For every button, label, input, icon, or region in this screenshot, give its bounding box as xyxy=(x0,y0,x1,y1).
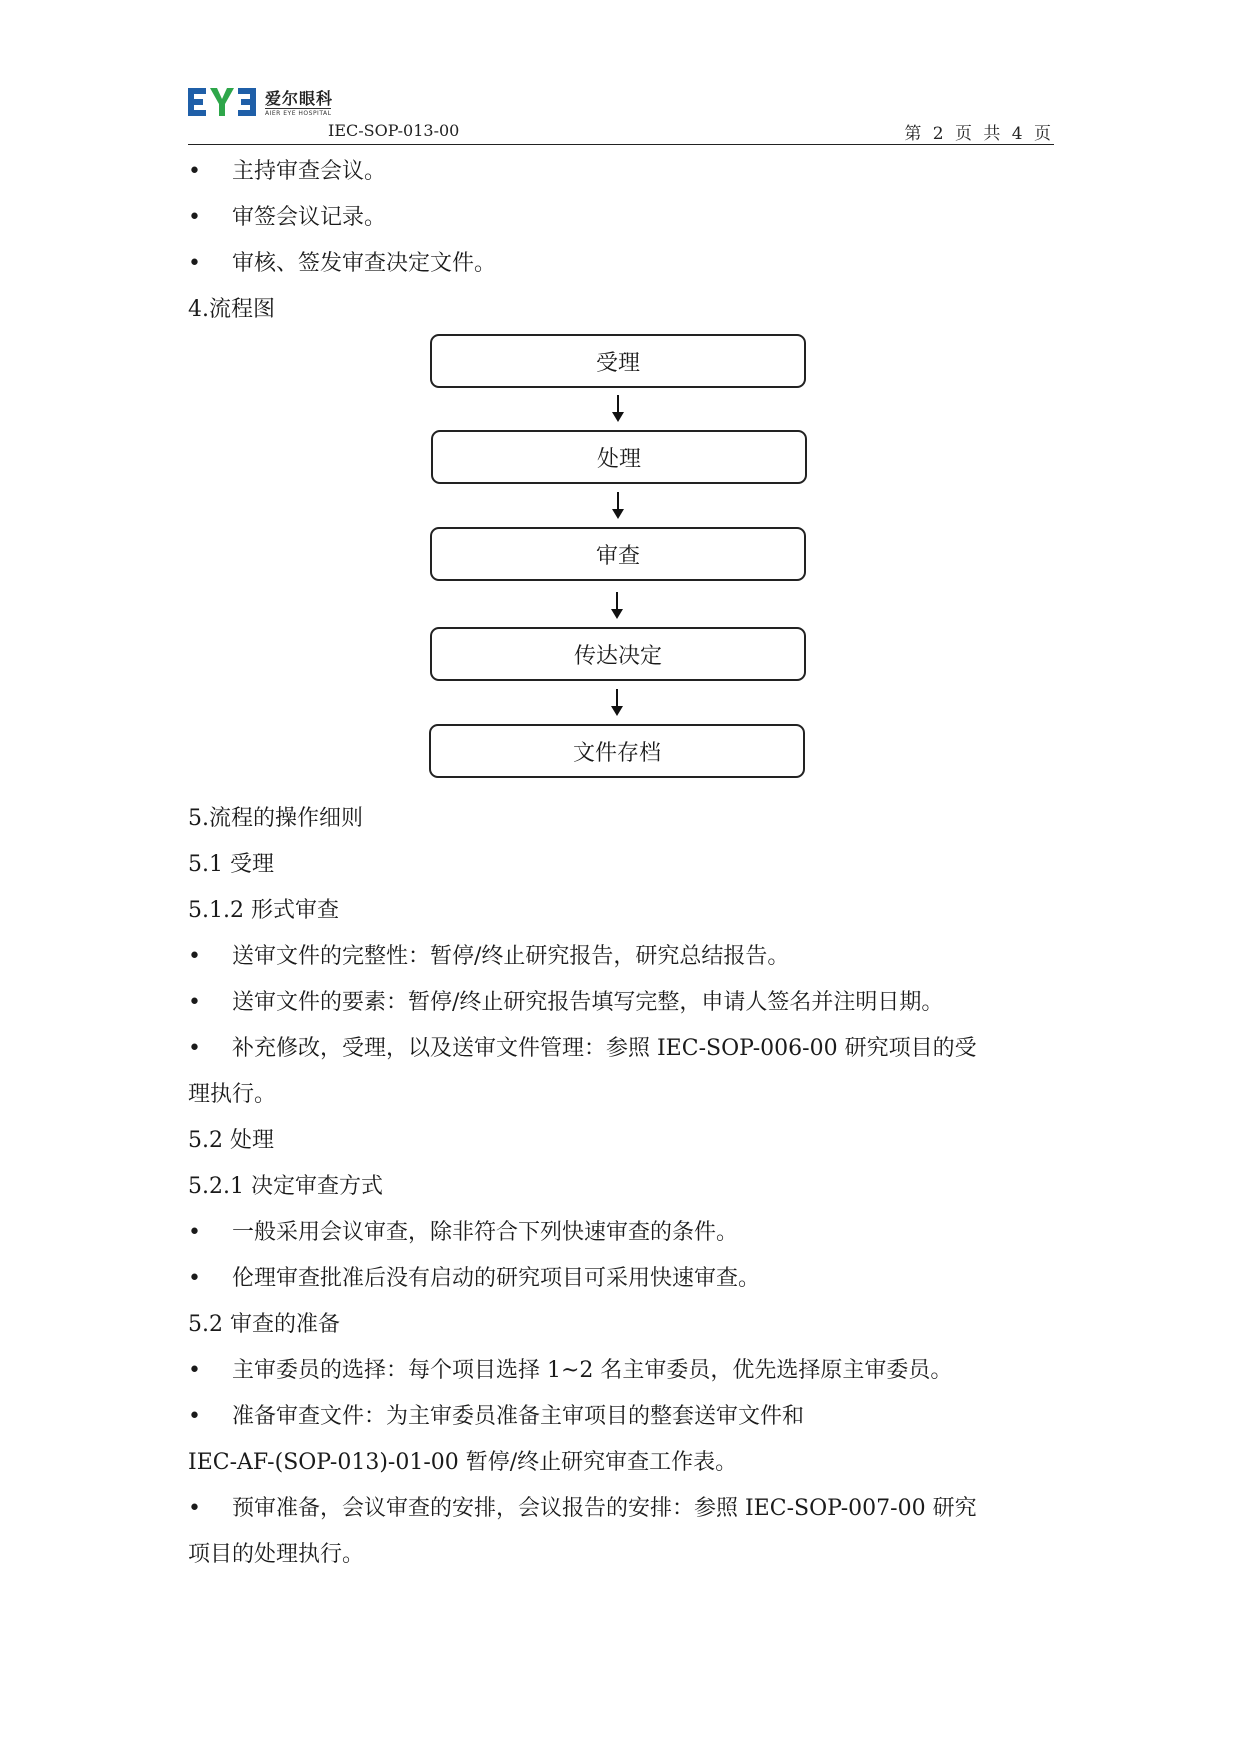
bullet-item xyxy=(188,1356,952,1386)
bullet-item xyxy=(188,157,386,187)
bullet-dot: • xyxy=(188,990,201,1015)
arrow-down-icon xyxy=(609,592,625,620)
section-heading: 5.流程的操作细则 xyxy=(188,806,363,831)
logo-chinese-text: 爱尔眼科 xyxy=(265,89,334,108)
flow-step-review: 审查 xyxy=(430,527,806,581)
bullet-item xyxy=(188,203,386,233)
section-heading: 5.2 处理 xyxy=(188,1128,274,1153)
bullet-dot: • xyxy=(188,1266,201,1291)
bullet-item xyxy=(188,1034,977,1064)
bullet-item xyxy=(188,988,943,1018)
bullet-dot: • xyxy=(188,251,201,276)
section-heading: 5.2.1 决定审查方式 xyxy=(188,1174,383,1199)
bullet-text: 补充修改，受理，以及送审文件管理：参照 IEC-SOP-006-00 研究项目的受 xyxy=(232,1036,977,1061)
flow-step-archive: 文件存档 xyxy=(429,724,805,778)
bullet-dot: • xyxy=(188,944,201,969)
flow-step-communicate-decision: 传达决定 xyxy=(430,627,806,681)
bullet-text: 主持审查会议。 xyxy=(232,159,387,184)
page-number: 第 2 页 共 4 页 xyxy=(904,124,1054,144)
document-code: IEC-SOP-013-00 xyxy=(328,121,460,140)
bullet-dot: • xyxy=(188,205,201,230)
bullet-dot: • xyxy=(188,1496,201,1521)
arrow-down-icon xyxy=(610,492,626,520)
bullet-item xyxy=(188,1494,977,1524)
bullet-text: 送审文件的完整性：暂停/终止研究报告，研究总结报告。 xyxy=(232,944,790,969)
flow-step-process: 处理 xyxy=(431,430,807,484)
eye-logo-icon xyxy=(188,86,256,118)
bullet-text: 伦理审查批准后没有启动的研究项目可采用快速审查。 xyxy=(232,1266,761,1291)
bullet-text: 主审委员的选择：每个项目选择 1~2 名主审委员，优先选择原主审委员。 xyxy=(232,1358,953,1383)
flow-step-accept: 受理 xyxy=(430,334,806,388)
bullet-text: 审核、签发审查决定文件。 xyxy=(232,251,497,276)
logo xyxy=(188,86,348,122)
section-heading: 5.1.2 形式审查 xyxy=(188,898,339,923)
bullet-text: 一般采用会议审查，除非符合下列快速审查的条件。 xyxy=(232,1220,739,1245)
bullet-dot: • xyxy=(188,1358,201,1383)
bullet-item xyxy=(188,249,496,279)
bullet-text: 准备审查文件：为主审委员准备主审项目的整套送审文件和 xyxy=(232,1404,805,1429)
bullet-dot: • xyxy=(188,1404,201,1429)
bullet-dot: • xyxy=(188,1220,201,1245)
bullet-dot: • xyxy=(188,159,201,184)
bullet-item xyxy=(188,1218,738,1248)
section-heading: 5.2 审查的准备 xyxy=(188,1312,340,1337)
bullet-text: 预审准备，会议审查的安排，会议报告的安排：参照 IEC-SOP-007-00 研究 xyxy=(232,1496,977,1521)
bullet-item xyxy=(188,1264,760,1294)
bullet-dot: • xyxy=(188,1036,201,1061)
bullet-item xyxy=(188,942,789,972)
section-heading: 4.流程图 xyxy=(188,297,275,322)
arrow-down-icon xyxy=(610,395,626,423)
section-heading: 5.1 受理 xyxy=(188,852,274,877)
page-header xyxy=(188,84,1054,145)
bullet-text: 送审文件的要素：暂停/终止研究报告填写完整，申请人签名并注明日期。 xyxy=(232,990,944,1015)
bullet-text: 审签会议记录。 xyxy=(232,205,387,230)
bullet-item xyxy=(188,1402,804,1432)
paragraph-line: 理执行。 xyxy=(188,1082,277,1107)
paragraph-line: IEC-AF-(SOP-013)-01-00 暂停/终止研究审查工作表。 xyxy=(188,1450,738,1475)
paragraph-line: 项目的处理执行。 xyxy=(188,1542,365,1567)
logo-english-text: AIER EYE HOSPITAL xyxy=(265,110,332,117)
arrow-down-icon xyxy=(609,689,625,717)
